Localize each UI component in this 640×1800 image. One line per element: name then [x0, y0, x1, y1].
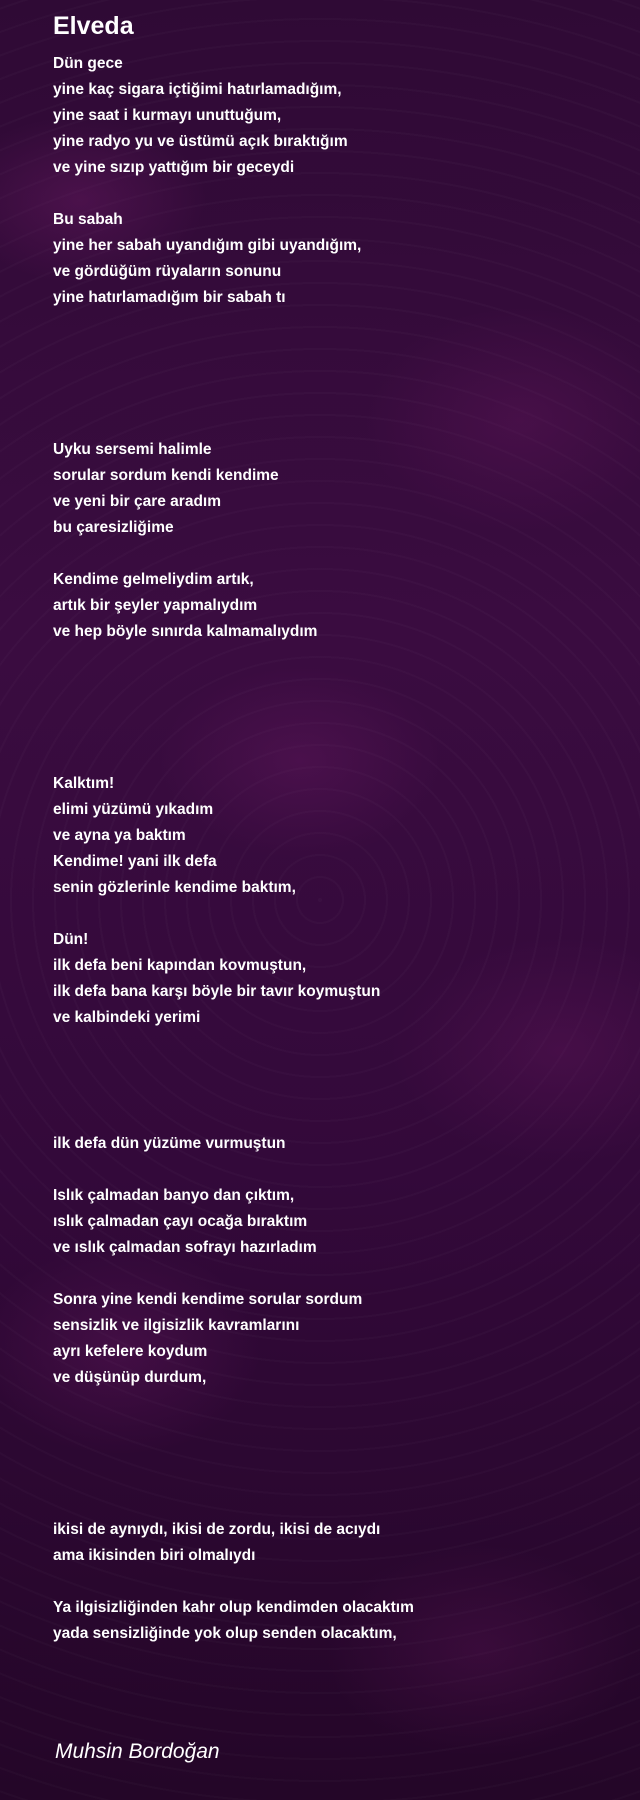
poem-line: Kalktım! — [53, 775, 115, 792]
poem-line: ve gördüğüm rüyaların sonunu — [53, 263, 282, 280]
poem-line: ve düşünüp durdum, — [53, 1369, 207, 1386]
poem-line: Sonra yine kendi kendime sorular sordum — [53, 1291, 363, 1308]
poem-line: yine saat i kurmayı unuttuğum, — [53, 107, 282, 124]
poem-line: Kendime! yani ilk defa — [53, 853, 217, 870]
poem-line: ve kalbindeki yerimi — [53, 1009, 201, 1026]
poem-line: ama ikisinden biri olmalıydı — [53, 1547, 256, 1564]
poem-line: ve yeni bir çare aradım — [53, 493, 222, 510]
poem-line: ve hep böyle sınırda kalmamalıydım — [53, 623, 318, 640]
poem-line: sorular sordum kendi kendime — [53, 467, 279, 484]
poem-line: Bu sabah — [53, 211, 123, 228]
poem-author: Muhsin Bordoğan — [55, 1740, 220, 1763]
poem-line: ıslık çalmadan çayı ocağa bıraktım — [53, 1213, 308, 1230]
poem-line: ve ıslık çalmadan sofrayı hazırladım — [53, 1239, 317, 1256]
poem-line: bu çaresizliğime — [53, 519, 174, 536]
poem-line: ilk defa dün yüzüme vurmuştun — [53, 1135, 286, 1152]
poem-line: Uyku sersemi halimle — [53, 441, 212, 458]
poem-line: ve ayna ya baktım — [53, 827, 186, 844]
poem-line: Ya ilgisizliğinden kahr olup kendimden olacaktım — [53, 1599, 414, 1616]
poem-line: ilk defa bana karşı böyle bir tavır koymuştun — [53, 983, 381, 1000]
poem-line: elimi yüzümü yıkadım — [53, 801, 214, 818]
poem-title: Elveda — [53, 12, 134, 40]
poem-line: senin gözlerinle kendime baktım, — [53, 879, 296, 896]
poem-line: ayrı kefelere koydum — [53, 1343, 208, 1360]
poem-line: artık bir şeyler yapmalıydım — [53, 597, 258, 614]
poem-line: ve yine sızıp yattığım bir geceydi — [53, 159, 295, 176]
poem-line: Kendime gelmeliydim artık, — [53, 571, 254, 588]
poem-line: yada sensizliğinde yok olup senden olacaktım, — [53, 1625, 397, 1642]
poem-line: Dün gece — [53, 55, 123, 72]
poem-line: ilk defa beni kapından kovmuştun, — [53, 957, 307, 974]
poem-line: Dün! — [53, 931, 89, 948]
poem-line: ikisi de aynıydı, ikisi de zordu, ikisi de acıydı — [53, 1521, 381, 1538]
poem-line: sensizlik ve ilgisizlik kavramlarını — [53, 1317, 300, 1334]
poem-line: yine hatırlamadığım bir sabah tı — [53, 289, 286, 306]
poem-line: Islık çalmadan banyo dan çıktım, — [53, 1187, 295, 1204]
poem-line: yine radyo yu ve üstümü açık bıraktığım — [53, 133, 348, 150]
poem-line: yine kaç sigara içtiğimi hatırlamadığım, — [53, 81, 342, 98]
poem-line: yine her sabah uyandığım gibi uyandığım, — [53, 237, 362, 254]
